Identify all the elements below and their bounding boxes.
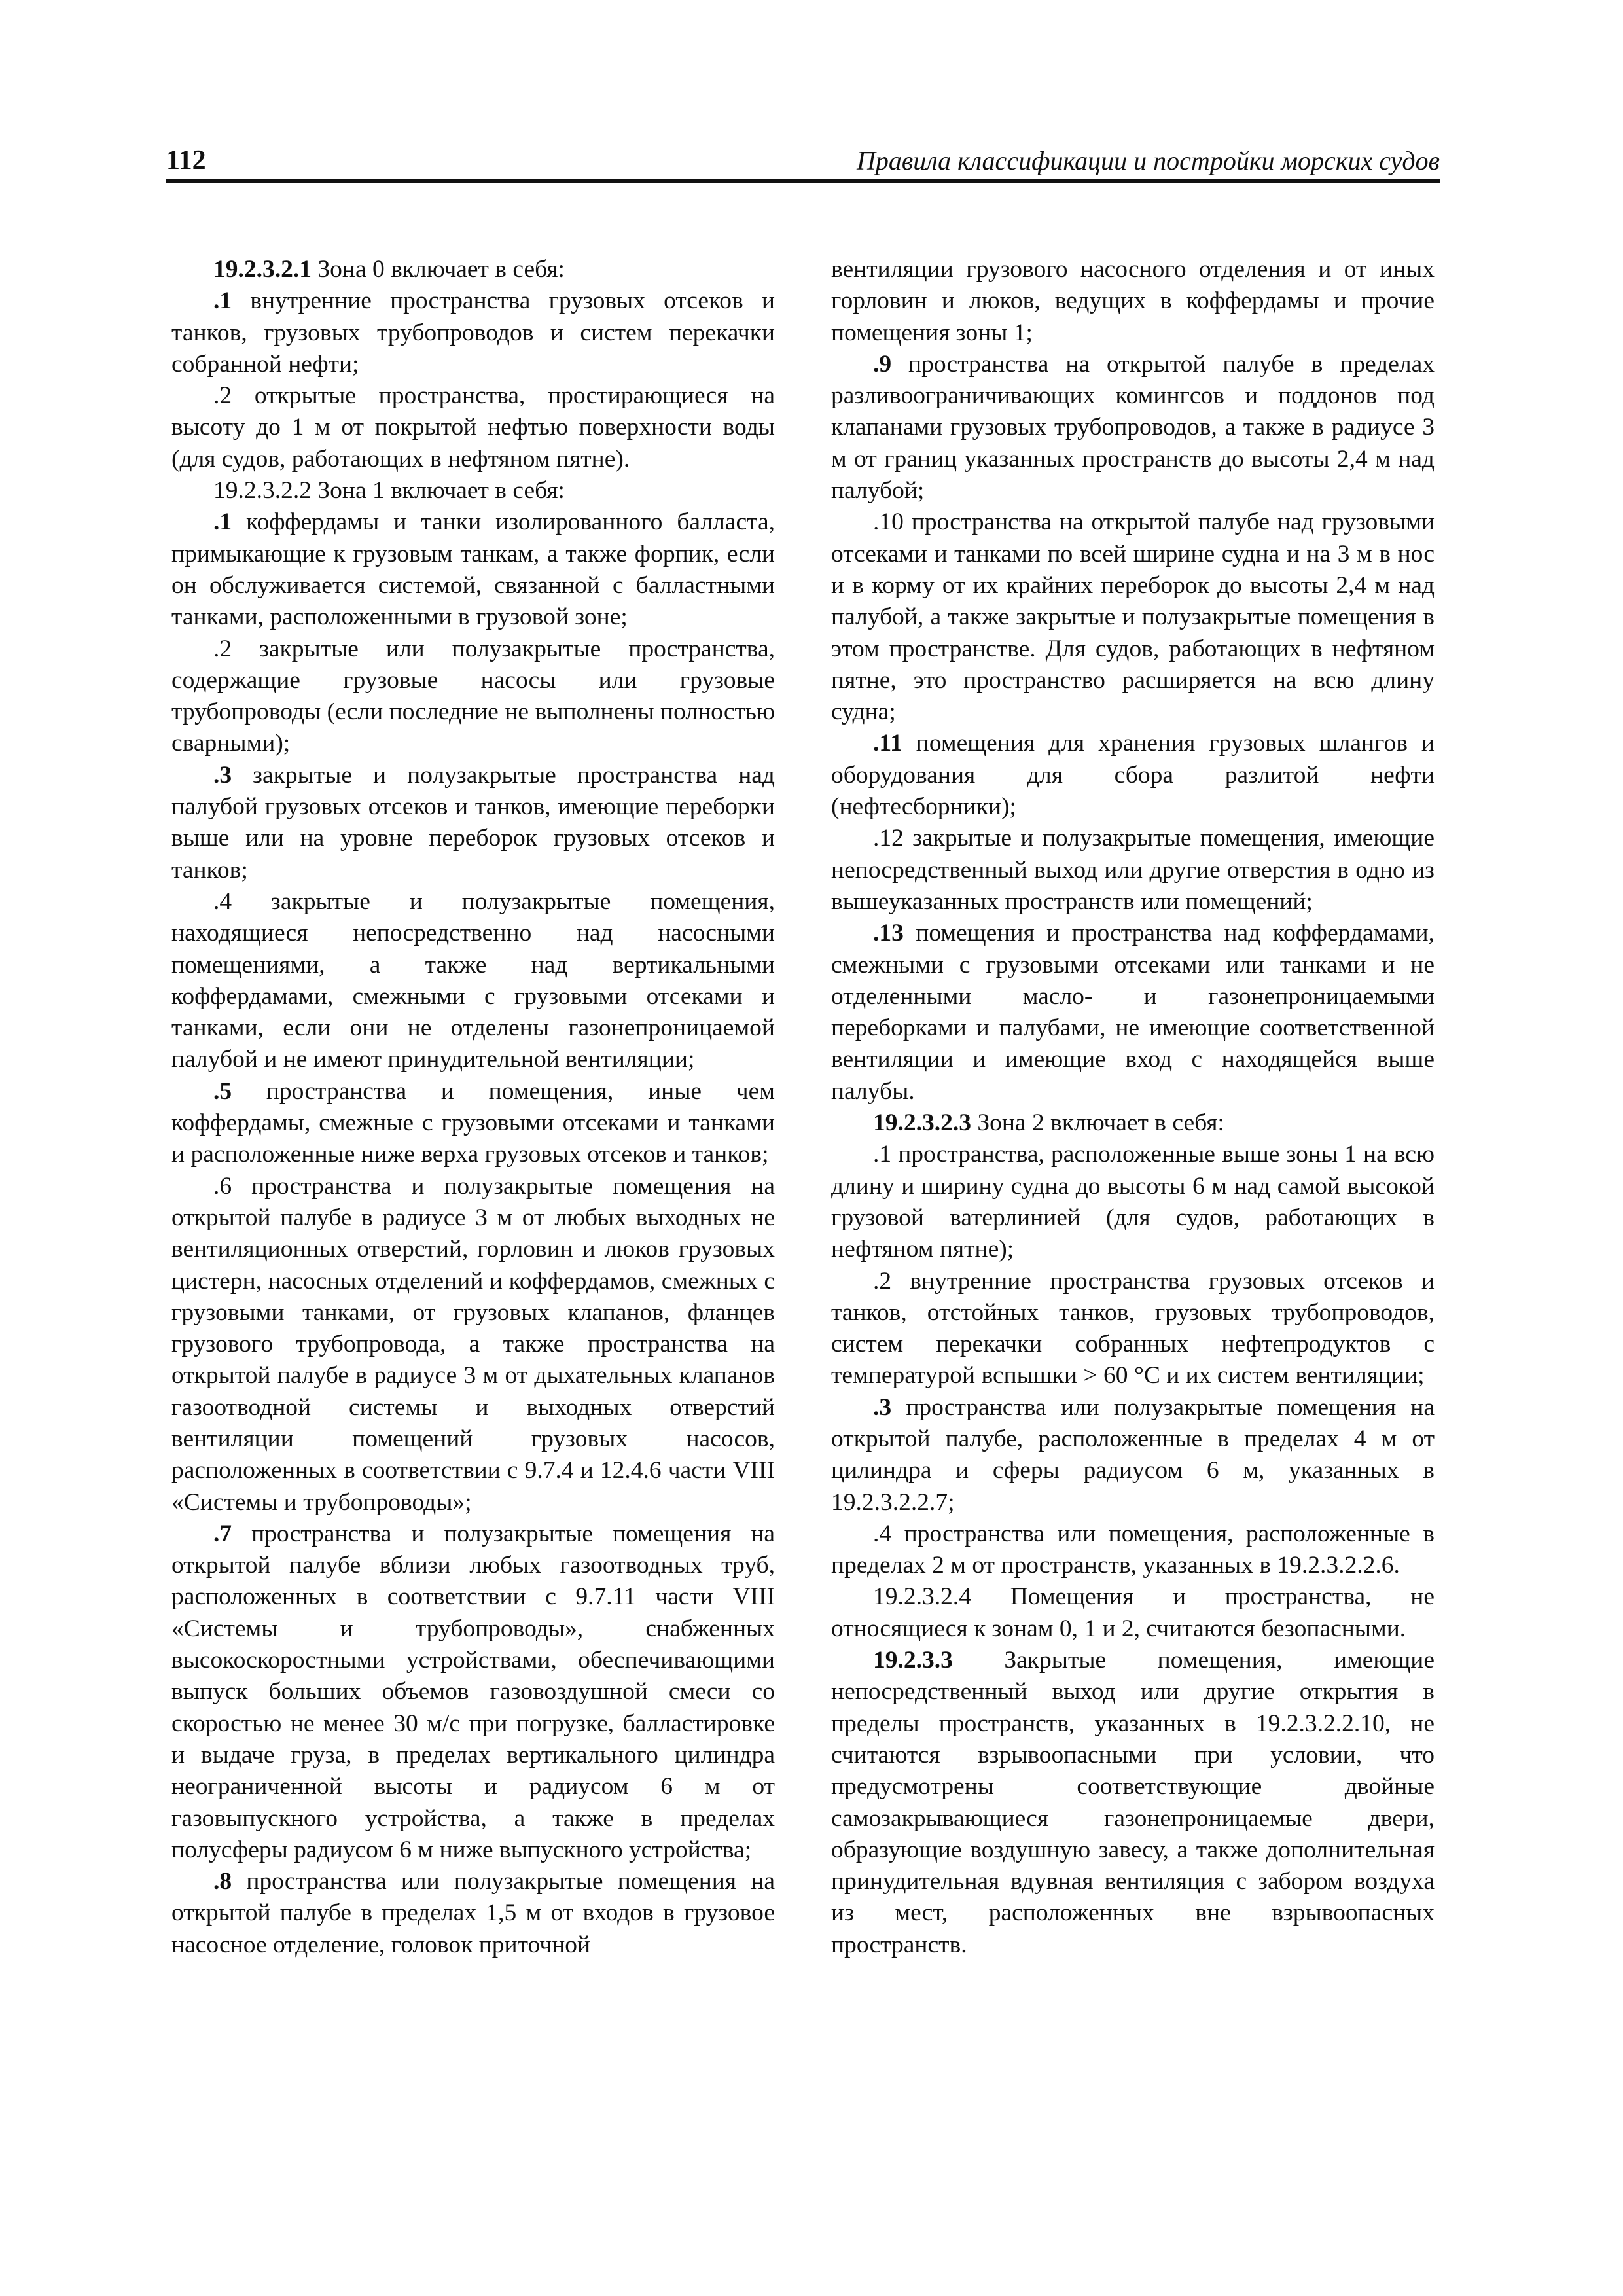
paragraph (171, 507, 775, 633)
paragraph (171, 285, 775, 380)
clause-text: .4 закрытые и полузакрытые помещения, находящиеся непосредственно над насосными помещениями, а также над вертикальными коффердамами, смежными с грузовыми отсеками и танками, если они не отделены газонепроницаемой палубой и не имеют принудительной вентиляции; (171, 888, 775, 1073)
paragraph (831, 254, 1435, 349)
paragraph (831, 1392, 1435, 1518)
clause-text: .2 открытые пространства, простирающиеся на высоту до 1 м от покрытой нефтью поверхности воды (для судов, работающих в нефтяном пятне). (171, 382, 775, 473)
page-number: 112 (166, 145, 206, 175)
paragraph (831, 1645, 1435, 1961)
paragraph (831, 918, 1435, 1107)
clause-text: .2 закрытые или полузакрытые пространства, содержащие грузовые насосы или грузовые трубопроводы (если последние не выполнены полностью сварными); (171, 635, 775, 757)
clause-number: .11 (873, 730, 902, 757)
clause-number: .8 (213, 1868, 232, 1895)
clause-number: .13 (873, 920, 904, 947)
paragraph (831, 1518, 1435, 1582)
left-column (171, 254, 775, 1961)
paragraph (171, 634, 775, 760)
clause-number: .1 (213, 287, 232, 315)
clause-text: коффердамы и танки изолированного балласта, примыкающие к грузовым танкам, а также форпик, если он обслуживается системой, связанной с балластными танками, расположенными в грузовой зоне; (171, 509, 775, 631)
clause-text: Зона 2 включает в себя: (971, 1109, 1224, 1137)
clause-number: .5 (213, 1077, 232, 1105)
clause-text: пространства и помещения, иные чем коффердамы, смежные с грузовыми отсеками и танками и расположенные ниже верха грузовых отсеков и танков; (171, 1077, 775, 1168)
clause-number: 19.2.3.3 (873, 1647, 953, 1674)
running-title: Правила классификации и постройки морских судов (856, 146, 1440, 175)
paragraph (171, 1076, 775, 1171)
clause-text: .12 закрытые и полузакрытые помещения, имеющие непосредственный выход или другие отверстия в одно из вышеуказанных пространств или помещений; (831, 825, 1435, 915)
paragraph (171, 760, 775, 886)
clause-text: закрытые и полузакрытые пространства над палубой грузовых отсеков и танков, имеющие переборки выше или на уровне переборок грузовых отсеков и танков; (171, 761, 775, 884)
clause-text: помещения и пространства над коффердамами, смежными с грузовыми отсеками или танками и не отделенными масло- и газонепроницаемыми переборками и палубами, не имеющие соответственной вентиляции и имеющие вход с находящейся выше палубы. (831, 920, 1435, 1105)
clause-text: пространства или полузакрытые помещения на открытой палубе в пределах 1,5 м от входов в грузовое насосное отделение, головок приточной (171, 1868, 775, 1958)
paragraph (831, 1581, 1435, 1645)
clause-number: .3 (213, 761, 232, 789)
clause-text: 19.2.3.2.2 Зона 1 включает в себя: (213, 477, 565, 505)
clause-text: помещения для хранения грузовых шлангов и оборудования для сбора разлитой нефти (нефтесборники); (831, 730, 1435, 821)
paragraph (831, 507, 1435, 728)
paragraph (171, 1518, 775, 1866)
clause-number: .3 (873, 1393, 892, 1421)
clause-text: внутренние пространства грузовых отсеков и танков, грузовых трубопроводов и систем перекачки собранной нефти; (171, 287, 775, 378)
paragraph (171, 380, 775, 475)
clause-text: пространства на открытой палубе в пределах разливоограничивающих комингсов и поддонов под клапанами грузовых трубопроводов, а также в радиусе 3 м от границ указанных пространств до высоты 2,4 м над палубой; (831, 350, 1435, 505)
clause-text: .2 внутренние пространства грузовых отсеков и танков, отстойных танков, грузовых трубопроводов, систем перекачки собранных нефтепродуктов с температурой вспышки > 60 °С и их систем вентиляции; (831, 1267, 1435, 1390)
paragraph (171, 886, 775, 1076)
paragraph (171, 254, 775, 285)
paragraph (831, 728, 1435, 823)
clause-number: .1 (213, 509, 232, 536)
clause-text: .1 пространства, расположенные выше зоны 1 на всю длину и ширину судна до высоты 6 м над самой высокой грузовой ватерлинией (для судов, работающих в нефтяном пятне); (831, 1141, 1435, 1263)
paragraph (171, 1866, 775, 1961)
right-column (831, 254, 1435, 1961)
paragraph (831, 1266, 1435, 1392)
clause-text: Закрытые помещения, имеющие непосредственный выход или другие открытия в пределы пространств, указанных в 19.2.3.2.2.10, не считаются взрывоопасными при условии, что предусмотрены соответствующие двойные самозакрывающиеся газонепроницаемые двери, образующие воздушную завесу, а также дополнительная принудительная вдувная вентиляция с забором воздуха из мест, расположенных вне взрывоопасных пространств. (831, 1647, 1435, 1958)
paragraph (831, 1139, 1435, 1265)
clause-text: .6 пространства и полузакрытые помещения на открытой палубе в радиусе 3 м от любых выходных не вентиляционных отверстий, горловин и люков грузовых цистерн, насосных отделений и коффердамов, смежных с грузовыми танками, от грузовых клапанов, фланцев грузового трубопровода, а также пространства на открытой палубе в радиусе 3 м от дыхательных клапанов газоотводной системы и выходных отверстий вентиляции помещений грузовых насосов, расположенных в соответствии с 9.7.4 и 12.4.6 части VIII «Системы и трубопроводы»; (171, 1172, 775, 1516)
clause-text: Зона 0 включает в себя: (312, 256, 565, 283)
clause-text: 19.2.3.2.4 Помещения и пространства, не относящиеся к зонам 0, 1 и 2, считаются безопасными. (831, 1583, 1435, 1642)
clause-number: 19.2.3.2.3 (873, 1109, 971, 1137)
clause-number: .7 (213, 1520, 232, 1547)
clause-text: .4 пространства или помещения, расположенные в пределах 2 м от пространств, указанных в 19.2.3.2.2.6. (831, 1520, 1435, 1579)
clause-text: вентиляции грузового насосного отделения и от иных горловин и люков, ведущих в коффердамы и прочие помещения зоны 1; (831, 256, 1435, 346)
clause-text: .10 пространства на открытой палубе над грузовыми отсеками и танками по всей ширине судна и на 3 м в нос и в корму от их крайних переборок до высоты 2,4 м над палубой, а также закрытые и полузакрытые помещения в этом пространстве. Для судов, работающих в нефтяном пятне, это пространство расширяется на всю длину судна; (831, 509, 1435, 726)
clause-text: пространства или полузакрытые помещения на открытой палубе, расположенные в пределах 4 м от цилиндра и сферы радиусом 6 м, указанных в 19.2.3.2.2.7; (831, 1393, 1435, 1516)
clause-text: пространства и полузакрытые помещения на открытой палубе вблизи любых газоотводных труб, расположенных в соответствии с 9.7.11 части VIII «Системы и трубопроводы», снабженных высокоскоростными устройствами, обеспечивающими выпуск больших объемов газовоздушной смеси со скоростью не менее 30 м/с при погрузке, балластировке и выдаче груза, в пределах вертикального цилиндра неограниченной высоты и радиусом 6 м от газовыпускного устройства, а также в пределах полусферы радиусом 6 м ниже выпускного устройства; (171, 1520, 775, 1863)
paragraph (831, 1107, 1435, 1139)
paragraph (171, 475, 775, 507)
clause-number: .9 (873, 350, 892, 378)
page-header (166, 143, 1440, 183)
clause-number: 19.2.3.2.1 (213, 256, 312, 283)
paragraph (831, 349, 1435, 507)
paragraph (171, 1171, 775, 1518)
paragraph (831, 823, 1435, 918)
